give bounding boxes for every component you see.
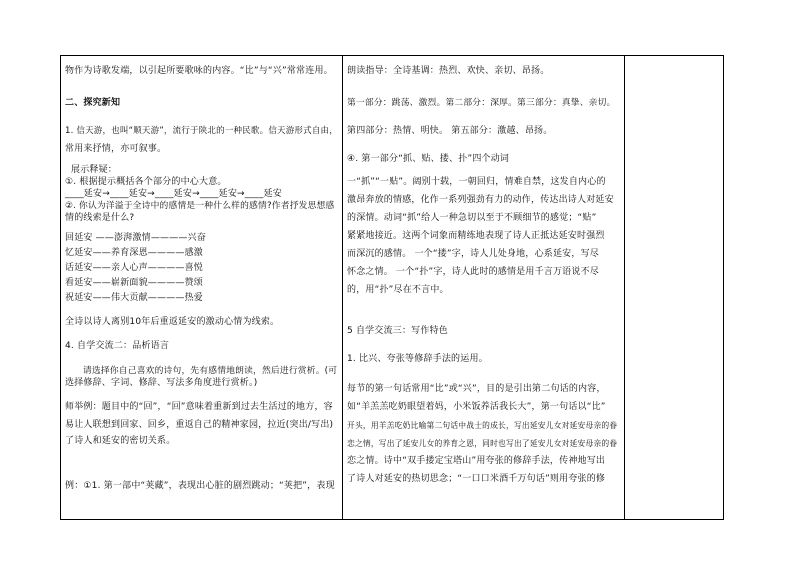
text-line: 展示释疑：	[71, 165, 118, 175]
text-line: 常用来抒情，亦可叙事。	[65, 144, 167, 154]
text-line: 第一部分：跳荡、激烈。第二部分：深厚。第三部分：真挚、亲切。	[347, 98, 616, 108]
text-line: 祝延安——伟大贡献————热爱	[65, 293, 204, 303]
text-line: 的深情。动词“抓”给人一种急切以至于不顾细节的感觉；“贴”	[347, 213, 597, 223]
text-line: 回延安 ——澎湃激情————兴奋	[65, 233, 207, 243]
text-line: 1. 比兴、夸张等修辞手法的运用。	[347, 354, 488, 364]
text-line: 全诗以诗人离别10年后重返延安的激动心情为线索。	[65, 317, 280, 327]
text-line: ②. 你认为洋溢于全诗中的感情是一种什么样的感情?作者抒发思想感	[65, 201, 335, 211]
right-column	[625, 56, 723, 519]
text-line: 1. 信天游，也叫“顺天游”，流行于陕北的一种民歌。信天游形式自由，	[65, 126, 338, 136]
left-cell	[61, 56, 342, 521]
lesson-plan-table	[60, 55, 724, 520]
text-line: ①. 根据提示概括各个部分的中心大意。	[65, 177, 227, 187]
text-line: 物作为诗歌发端，以引起所要歌咏的内容。“比”与“兴”常常连用。	[65, 66, 333, 76]
text-line: 恋之情。诗中“双手搂定宝塔山”用夸张的修辞手法，传神地写出	[347, 456, 606, 466]
text-line: 例：①1. 第一部中“荚藏”，表现出心脏的剧烈跳动；“荚把”，表现	[65, 481, 335, 491]
section-heading: 二、探究新知	[65, 98, 121, 108]
text-line: ④. 第一部分“抓、贴、搂、扑”四个动词	[347, 154, 510, 164]
text-line: 紧紧地接近。这两个词象而精练地表现了诗人正抵达延安时强烈	[347, 231, 605, 241]
text-line: 怀念之情。 一个“扑”字，诗人此时的感情是用千言万语说不尽	[347, 267, 599, 277]
text-line: 每节的第一句话常用“比”或“兴”，目的是引出第二句话的内容，	[347, 384, 606, 394]
text-line: 易让人联想到回家、回乡，重返自己的精神家园，拉近(突出/写出)	[65, 420, 334, 430]
text-line: 如“羊羔羔吃奶眼望着妈，小米饭养活我长大”，第一句话以“比”	[347, 402, 606, 412]
middle-cell	[343, 56, 624, 521]
text-line: 第四部分：热情、明快。 第五部分：激越、昂扬。	[347, 126, 553, 136]
text-line: 了诗人和延安的密切关系。	[65, 436, 176, 446]
text-line: 请选择你自己喜欢的诗句，先有感情地朗读，然后进行赏析。(可	[83, 366, 338, 376]
text-line: 的，用“扑”尽在不言中。	[347, 285, 449, 295]
text-line: 开头，用羊羔吃奶比喻第二句话中战士的成长，写出延安儿女对延安母亲的眷	[347, 421, 618, 430]
text-line: 选择修辞、字词、修辞、写法多角度进行赏析。)	[65, 378, 258, 388]
text-line: 情的线索是什么?	[65, 213, 135, 223]
middle-column	[343, 56, 625, 519]
text-line: 师举例：题目中的“回”，“回”意味着重新到过去生活过的地方，容	[65, 402, 333, 412]
text-line: 了诗人对延安的热切思念；“一口口米酒千万句话”则用夸张的修	[347, 474, 606, 484]
text-line: ____延安→____延安→____延安→____延安→____延安	[65, 189, 282, 199]
text-line: 而深沉的感情。 一个“搂”字，诗人儿处身地，心系延安，写尽	[347, 249, 599, 259]
text-line: 朗读指导：全诗基调：热烈、欢快、亲切、昂扬。	[347, 66, 550, 76]
text-line: 忆延安——养育深恩————感激	[65, 248, 204, 258]
text-line: 5 自学交流三：写作特色	[347, 326, 448, 336]
text-line: 一“抓”“一贴”。阔别十载，一朝回归，情难自禁，这发自内心的	[347, 177, 606, 187]
text-line: 4. 自学交流二：品析语言	[65, 341, 170, 351]
text-line: 看延安——崭新面貌————赞颂	[65, 278, 204, 288]
text-line: 恋之情，写出了延安儿女的养育之恩，同时也写出了延安儿女对延安母亲的眷	[347, 439, 618, 448]
left-column	[61, 56, 343, 519]
text-line: 话延安——亲人心声————喜悦	[65, 263, 204, 273]
text-line: 激昂奔放的情感，化作一系列强劲有力的动作，传达出诗人对延安	[347, 195, 614, 205]
